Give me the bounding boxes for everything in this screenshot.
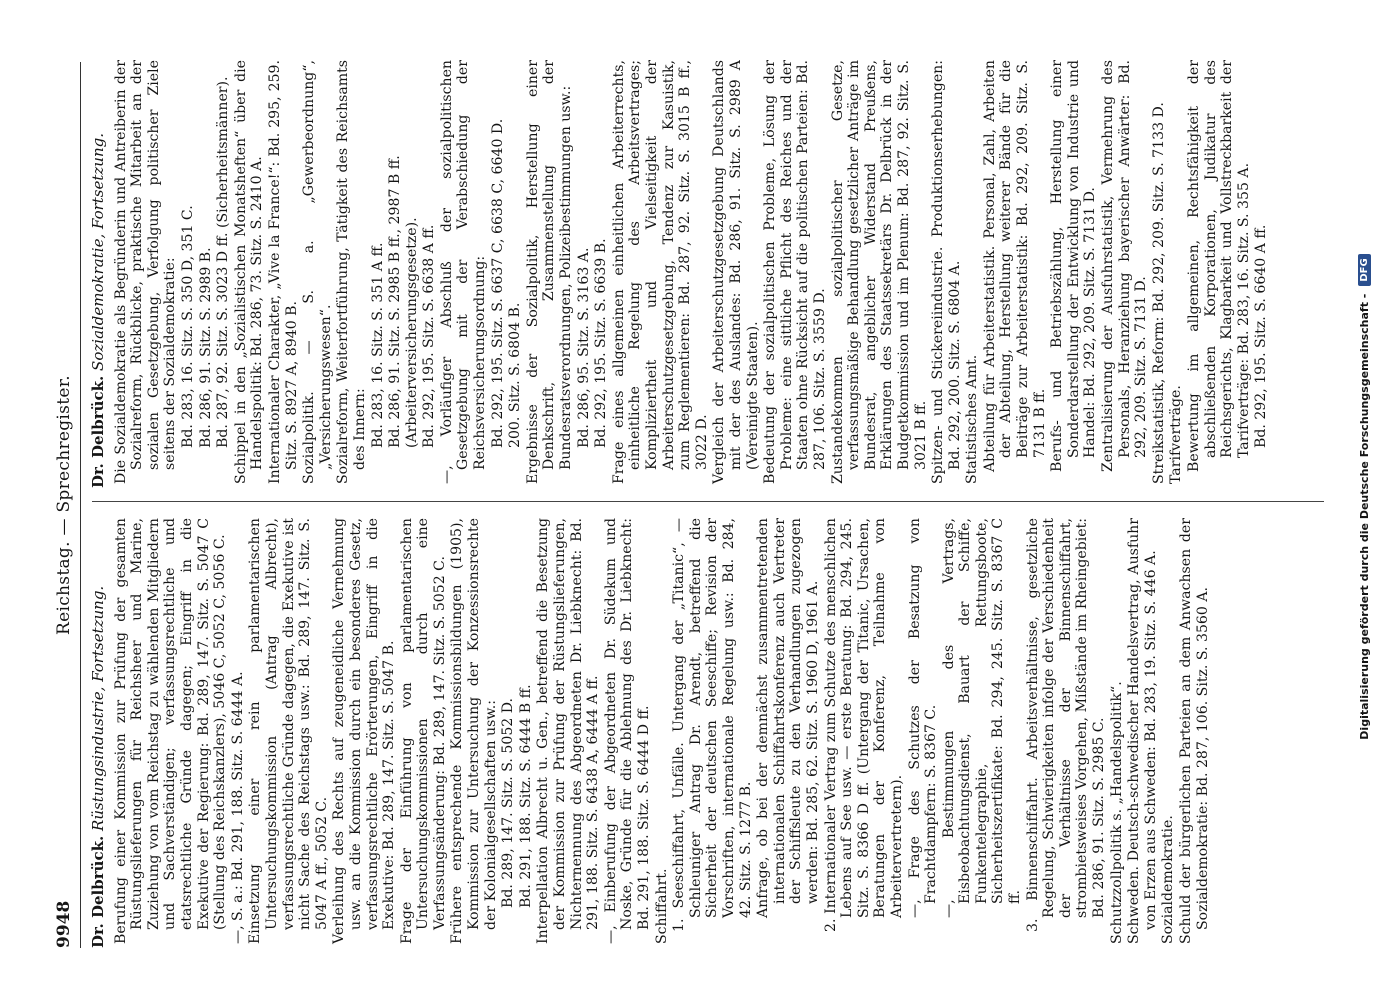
register-entry: Bd. 286, 91. Sitz. S. 2989 B. <box>197 247 214 448</box>
register-entry: 1. Seeschiffahrt, Unfälle. Untergang der „Titanic“, — Schleuniger Antrag Dr. Arendt, betreffend die Sicherheit der deutschen Seeschiffe; Revision der Vorschriften, internationale Regelung usw.: Bd. 284, 42. Sitz. S. 1277 B. <box>671 518 754 932</box>
funding-note: Digitalisierung gefördert durch die Deutsche Forschungsgemeinschaft - <box>1357 293 1371 740</box>
register-entry: Tarifverträge. <box>1168 385 1185 484</box>
register-entry: Internationaler Charakter, „Vive la France!“: Bd. 295, 259. Sitz. S. 8927 A, 8940 B. <box>266 60 300 484</box>
register-entry: Bd. 292, 195. Sitz. S. 6640 A ff. <box>1253 224 1270 448</box>
speaker-name: Dr. Delbrück. <box>89 835 107 948</box>
register-entry: Frage eines allgemeinen einheitlichen Arbeiterrechts, einheitliche Regelung des Arbeitsvertrages; Kompliziertheit und Vielseitigkeit der Arbeiterschutzgesetzgebung, Tendenz zur Kasuistik, zum Reglementieren: Bd. 287, 92. Sitz. S. 3015 B ff., 3022 D. <box>610 60 710 484</box>
register-entry: Bd. 287, 92. Sitz. S. 3023 D ff. (Sicherheitsmänner). <box>215 76 232 448</box>
register-entry: Schiffahrt. <box>653 868 670 944</box>
register-entry: 3. Binnenschiffahrt. Arbeitsverhältnisse, gesetzliche Regelung, Schwierigkeiten infolge der Verschiedenheit der Verhältnisse der Binnenschiffahrt, strombietsweises Vorgehen, Mißstände im Rheingebiet: Bd. 286, 91. Sitz. S. 2985 C. <box>1024 518 1108 932</box>
page-header <box>50 62 81 948</box>
register-entry: Spitzen- und Stickereiindustrie. Produktionserhebungen: Bd. 292, 200. Sitz. S. 6804 A. <box>930 60 963 484</box>
speaker-name: Dr. Delbrück. <box>89 375 107 488</box>
register-entry: 2. Internationaler Vertrag zum Schutze des menschlichen Lebens auf See usw. — erste Beratung: Bd. 294, 245. Sitz. S. 8366 D ff. (Untergang der Titanic, Ursachen, Beratungen der Konferenz, Teilnahme von Arbeitervertretern). <box>822 518 905 932</box>
dfg-logo: DFG <box>1358 254 1371 285</box>
register-entry: Frühere entsprechende Kommissionsbildungen (1905), Kommission zur Untersuchung der Konzessionsrechte der Kolonialgesellschaften usw.: <box>449 518 499 944</box>
register-entry: Bd. 292, 195. Sitz. S. 6639 B. <box>593 238 610 448</box>
register-entry: Bd. 291, 188. Sitz. S. 6444 B ff. <box>517 684 534 908</box>
register-entry: —, Frage des Schutzes der Besatzung von Frachtdampfern: S. 8367 C. <box>906 518 940 918</box>
right-entries <box>113 60 1270 488</box>
register-entry: Bedeutung der sozialpolitischen Probleme, Lösung der Probleme: eine sittliche Pflicht des Reiches und der Staaten ohne Rücksicht auf die politischen Parteien: Bd. 287, 106. Sitz. S. 3559 D. <box>762 60 828 484</box>
left-column <box>90 518 1212 948</box>
register-entry: Schippel in den „Sozialistischen Monatsheften“ über die Handelspolitik: Bd. 286, 73. Sitz. S. 2410 A. <box>232 60 266 484</box>
register-entry: Statistisches Amt. <box>964 354 981 484</box>
register-entry: Die Sozialdemokratie als Begründerin und Antreiberin der Sozialreform, Rückblicke, praktische Mitarbeit an der sozialen Gesetzgebung, Verfolgung politischer Ziele seitens der Sozialdemokratie: <box>112 60 179 484</box>
register-entry: Einsetzung einer rein parlamentarischen Untersuchungskommission (Antrag Albrecht), verfassungsrechtliche Gründe dagegen, die Exekutive ist nicht Sache des Reichstags usw.: Bd. 289, 147. Sitz. S. 5047 A ff., 5052 C. <box>247 518 330 944</box>
register-entry: —, Vorläufiger Abschluß der sozialpolitischen Gesetzgebung mit der Verabschiedung der Reichsversicherungsordnung: <box>438 60 489 484</box>
register-entry: Sozialdemokratie. <box>1160 815 1177 944</box>
right-column <box>90 60 1271 488</box>
register-entry: Frage der Einführung von parlamentarischen Untersuchungskommissionen durch eine Verfassungsänderung: Bd. 289, 147. Sitz. S. 5052 C. <box>398 518 448 944</box>
register-entry: Bd. 289, 147. Sitz. S. 5052 D. <box>500 697 517 908</box>
register-entry: 200. Sitz. S. 6804 B. <box>507 302 524 448</box>
column-divider <box>92 501 1324 502</box>
register-entry: Berufs- und Betriebszählung, Herstellung einer Sonderdarstellung der Entwicklung von Industrie und Handel: Bd. 292, 209. Sitz. S. 7131 D. <box>1049 60 1099 472</box>
register-entry: Zustandekommen sozialpolitischer Gesetze, verfassungsmäßige Behandlung gesetzlicher Anträge im Bundesrat, angeblicher Widerstand Preußens, Erklärungen des Staatssekretärs Dr. Delbrück in der Budgetkommission und im Plenum: Bd. 287, 92. Sitz. S. 3021 B ff. <box>829 60 929 484</box>
register-entry: Schweden. Deutsch-schwedischer Handelsvertrag, Ausfuhr von Erzen aus Schweden: Bd. 283, 19. Sitz. S. 446 A. <box>1126 518 1159 944</box>
register-entry: Interpellation Albrecht u. Gen., betreffend die Besetzung der Kommission zur Prüfung der Rüstungslieferungen, Nichternennung des Abgeordneten Dr. Liebknecht: Bd. 291, 188. Sitz. S. 6438 A, 6444 A ff. <box>535 518 602 944</box>
register-entry: —, Bestimmungen des Vertrags, Eisbeobachtungsdienst, Bauart der Schiffe, Funkentelegraphie, Rettungsboote, Sicherheitszertifikate: Bd. 294, 245. Sitz. S. 8367 C ff. <box>940 518 1024 918</box>
left-column-heading <box>90 518 107 948</box>
register-entry: Abteilung für Arbeiterstatistik. Personal, Zahl, Arbeiten der Abteilung, Herstellung weiterer Bände für die Beiträge zur Arbeiterstatistik: Bd. 292, 209. Sitz. S. 7131 B ff. <box>981 60 1048 472</box>
register-entry: Sozialpolitik. — S. a. „Gewerbeordnung“, „Versicherungswesen“. <box>301 60 334 484</box>
register-entry: Bd. 292, 195. Sitz. S. 6638 A ff. <box>421 224 438 448</box>
register-entry: Anfrage, ob bei der demnächst zusammentretenden internationalen Schiffahrtskonferenz auch Vertreter der Schiffsleute zu den Verhandlungen zugezogen werden: Bd. 285, 62. Sitz. S. 1960 D, 1961 A. <box>755 518 821 918</box>
register-entry: Zentralisierung der Ausfuhrstatistik, Vermehrung des Personals, Heranziehung bayerischer Anwärter: Bd. 292, 209. Sitz. S. 7131 D. <box>1100 60 1150 472</box>
running-title: Reichstag. — Sprechregister. <box>54 375 74 635</box>
register-entry: Bd. 283, 16. Sitz. S. 350 D, 351 C. <box>179 205 196 448</box>
subject-continuation: Sozialdemokratie, Fortsetzung. <box>89 133 107 371</box>
register-entry: Bewertung im allgemeinen, Rechtsfähigkeit der abschließenden Korporationen, Judikatur des Reichsgerichts, Klagbarkeit und Vollstreckbarkeit der Tarifverträge: Bd. 283, 16. Sitz. S. 355 A. <box>1186 60 1252 472</box>
register-entry: Ergebnisse der Sozialpolitik, Herstellung einer Denkschrift, Zusammenstellung der Bundesratsverordnungen, Polizeibestimmungen usw.: <box>524 60 575 484</box>
digitization-note <box>1352 12 1376 982</box>
register-entry: —, S. a.: Bd. 291, 188. Sitz. S. 6444 A. <box>229 671 246 944</box>
left-entries <box>113 518 1212 948</box>
register-entry: Bd. 292, 195. Sitz. S. 6637 C, 6638 C, 6640 D. <box>489 118 506 448</box>
register-entry: Bd. 286, 91. Sitz. S. 2985 B ff., 2987 B ff. (Arbeiterversicherungsgesetze). <box>387 155 420 448</box>
subject-continuation: Rüstungsindustrie, Fortsetzung. <box>89 585 107 831</box>
register-entry: Streikstatistik, Reform: Bd. 292, 209. Sitz. S. 7133 D. <box>1150 102 1167 484</box>
register-entry: Berufung einer Kommission zur Prüfung der gesamten Rüstungslieferungen für Reichsheer und Marine, Zuziehung von vom Reichstag zu wählenden Mitgliedern und Sachverständigen; verfassungsrechtliche und etatsrechtliche Gründe dagegen; Eingriff in die Exekutive der Regierung: Bd. 289, 147. Sitz. S. 5047 C (Stellung des Reichskanzlers), 5046 C, 5052 C, 5056 C. <box>112 518 229 944</box>
register-entry: Verleihung des Rechts auf zeugeneidliche Vernehmung usw. an die Kommission durch ein besonderes Gesetz, verfassungsrechtliche Erörterungen, Eingriff in die Exekutive: Bd. 289, 147. Sitz. S. 5047 B. <box>331 518 398 944</box>
register-entry: Schuld der bürgerlichen Parteien an dem Anwachsen der Sozialdemokratie: Bd. 287, 106. Sitz. S. 3560 A. <box>1178 518 1211 944</box>
register-entry: Bd. 286, 95. Sitz. S. 3163 A. <box>575 247 592 448</box>
right-column-heading <box>90 60 107 488</box>
register-entry: —, Einberufung der Abgeordneten Dr. Südekum und Noske, Gründe für die Ablehnung des Dr. Liebknecht: Bd. 291, 188. Sitz. S. 6444 D ff. <box>602 518 652 944</box>
register-entry: Vergleich der Arbeiterschutzgesetzgebung Deutschlands mit der des Auslandes: Bd. 286, 91. Sitz. S. 2989 A (Vereinigte Staaten). <box>711 60 761 484</box>
register-entry: Sozialreform, Weiterfortführung, Tätigkeit des Reichsamts des Innern: <box>335 60 368 484</box>
register-entry: Schutzzollpolitik s. „Handelspolitik“. <box>1108 681 1125 944</box>
register-entry: Bd. 283, 16. Sitz. S. 351 A ff. <box>369 242 386 448</box>
page-number: 9948 <box>54 900 74 948</box>
